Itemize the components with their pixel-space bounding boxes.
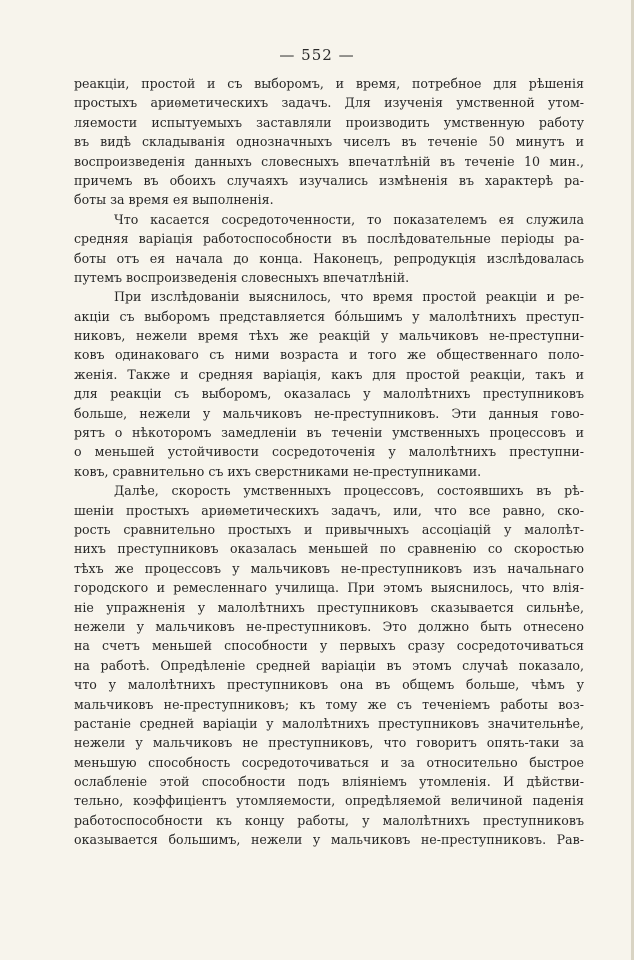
text-line: рятъ о нѣкоторомъ замедленіи въ теченіи умственныхъ процессовъ и: [74, 425, 584, 441]
text-line: При изслѣдованіи выяснилось, что время простой реакціи и ре-: [114, 289, 584, 305]
text-line: женія. Также и средняя варіація, какъ для простой реакціи, такъ и: [74, 366, 584, 382]
page-number: — 552 —: [279, 46, 355, 64]
text-line: реакціи, простой и съ выборомъ, и время, потребное для рѣшенія: [74, 76, 584, 91]
text-line: причемъ въ обоихъ случаяхъ изучались измѣненія въ характерѣ ра-: [74, 172, 584, 188]
text-line: средняя варіація работоспособности въ послѣдовательные періоды ра-: [74, 231, 584, 247]
text-line: путемъ воспроизведенія словесныхъ впечатлѣній.: [74, 269, 410, 285]
text-line: о меньшей устойчивости сосредоточенія у малолѣтнихъ преступни-: [74, 444, 584, 460]
text-line: нежели у мальчиковъ не-преступниковъ. Это должно быть отнесено: [74, 618, 584, 634]
text-line: на счетъ меньшей способности у первыхъ сразу сосредоточиваться: [74, 638, 584, 654]
text-line: ослабленіе этой способности подъ вліяніемъ утомленія. И дѣйстви-: [74, 774, 584, 790]
text-line: ніе упражненія у малолѣтнихъ преступниковъ сказывается сильнѣе,: [74, 599, 584, 615]
text-line: тельно, коэффиціентъ утомляемости, опредѣляемой величиной паденія: [74, 793, 584, 809]
text-line: нежели у мальчиковъ не преступниковъ, что говоритъ опять-таки за: [74, 735, 584, 751]
text-line: боты за время ея выполненія.: [74, 192, 274, 208]
paragraph: [74, 287, 584, 481]
text-line: работоспособности къ концу работы, у малолѣтнихъ преступниковъ: [74, 812, 584, 828]
text-line: оказывается большимъ, нежели у мальчиковъ не-преступниковъ. Рав-: [74, 832, 584, 848]
text-line: акціи съ выборомъ представляется бóльшимъ у малолѣтнихъ преступ-: [74, 308, 584, 324]
paragraph: [74, 481, 584, 849]
text-line: ковъ, сравнительно съ ихъ сверстниками не-преступниками.: [74, 463, 482, 479]
text-line: больше, нежели у мальчиковъ не-преступниковъ. Эти данныя гово-: [74, 405, 584, 421]
text-line: въ видѣ складыванія однозначныхъ чиселъ въ теченіе 50 минутъ и: [74, 134, 584, 150]
text-line: ковъ одинаковаго съ ними возраста и того же общественнаго поло-: [74, 347, 584, 363]
text-line: рость сравнительно простыхъ и привычныхъ ассоціацій у малолѣт-: [74, 521, 584, 537]
text-line: мальчиковъ не-преступниковъ; къ тому же съ теченіемъ работы воз-: [74, 696, 584, 712]
text-line: городского и ремесленнаго училища. При этомъ выяснилось, что влія-: [74, 580, 584, 596]
text-line: простыхъ ариѳметическихъ задачъ. Для изученія умственной утом-: [74, 95, 584, 111]
text-line: тѣхъ же процессовъ у мальчиковъ не-преступниковъ изъ начальнаго: [74, 560, 584, 576]
body-text: [74, 74, 584, 850]
text-line: Что касается сосредоточенности, то показателемъ ея служила: [114, 211, 584, 227]
text-line: для реакціи съ выборомъ, оказалась у малолѣтнихъ преступниковъ: [74, 386, 584, 402]
paragraph: [74, 74, 584, 210]
text-line: шеніи простыхъ ариѳметическихъ задачъ, или, что все равно, ско-: [74, 502, 584, 518]
text-line: растаніе средней варіаціи у малолѣтнихъ преступниковъ значительнѣе,: [74, 715, 584, 731]
text-line: что у малолѣтнихъ преступниковъ она въ общемъ больше, чѣмъ у: [74, 677, 584, 693]
text-line: нихъ преступниковъ оказалась меньшей по сравненію со скоростью: [74, 541, 584, 557]
text-line: на работѣ. Опредѣленіе средней варіаціи въ этомъ случаѣ показало,: [74, 657, 584, 673]
text-line: ляемости испытуемыхъ заставляли производить умственную работу: [74, 114, 584, 130]
text-line: воспроизведенія данныхъ словесныхъ впечатлѣній въ теченіе 10 мин.,: [74, 153, 584, 169]
text-line: Далѣе, скорость умственныхъ процессовъ, состоявшихъ въ рѣ-: [114, 483, 584, 499]
text-line: меньшую способность сосредоточиваться и за относительно быстрое: [74, 754, 584, 770]
text-line: никовъ, нежели время тѣхъ же реакцій у мальчиковъ не-преступни-: [74, 328, 584, 344]
text-line: боты отъ ея начала до конца. Наконецъ, репродукція изслѣдовалась: [74, 250, 584, 266]
paragraph: [74, 210, 584, 288]
